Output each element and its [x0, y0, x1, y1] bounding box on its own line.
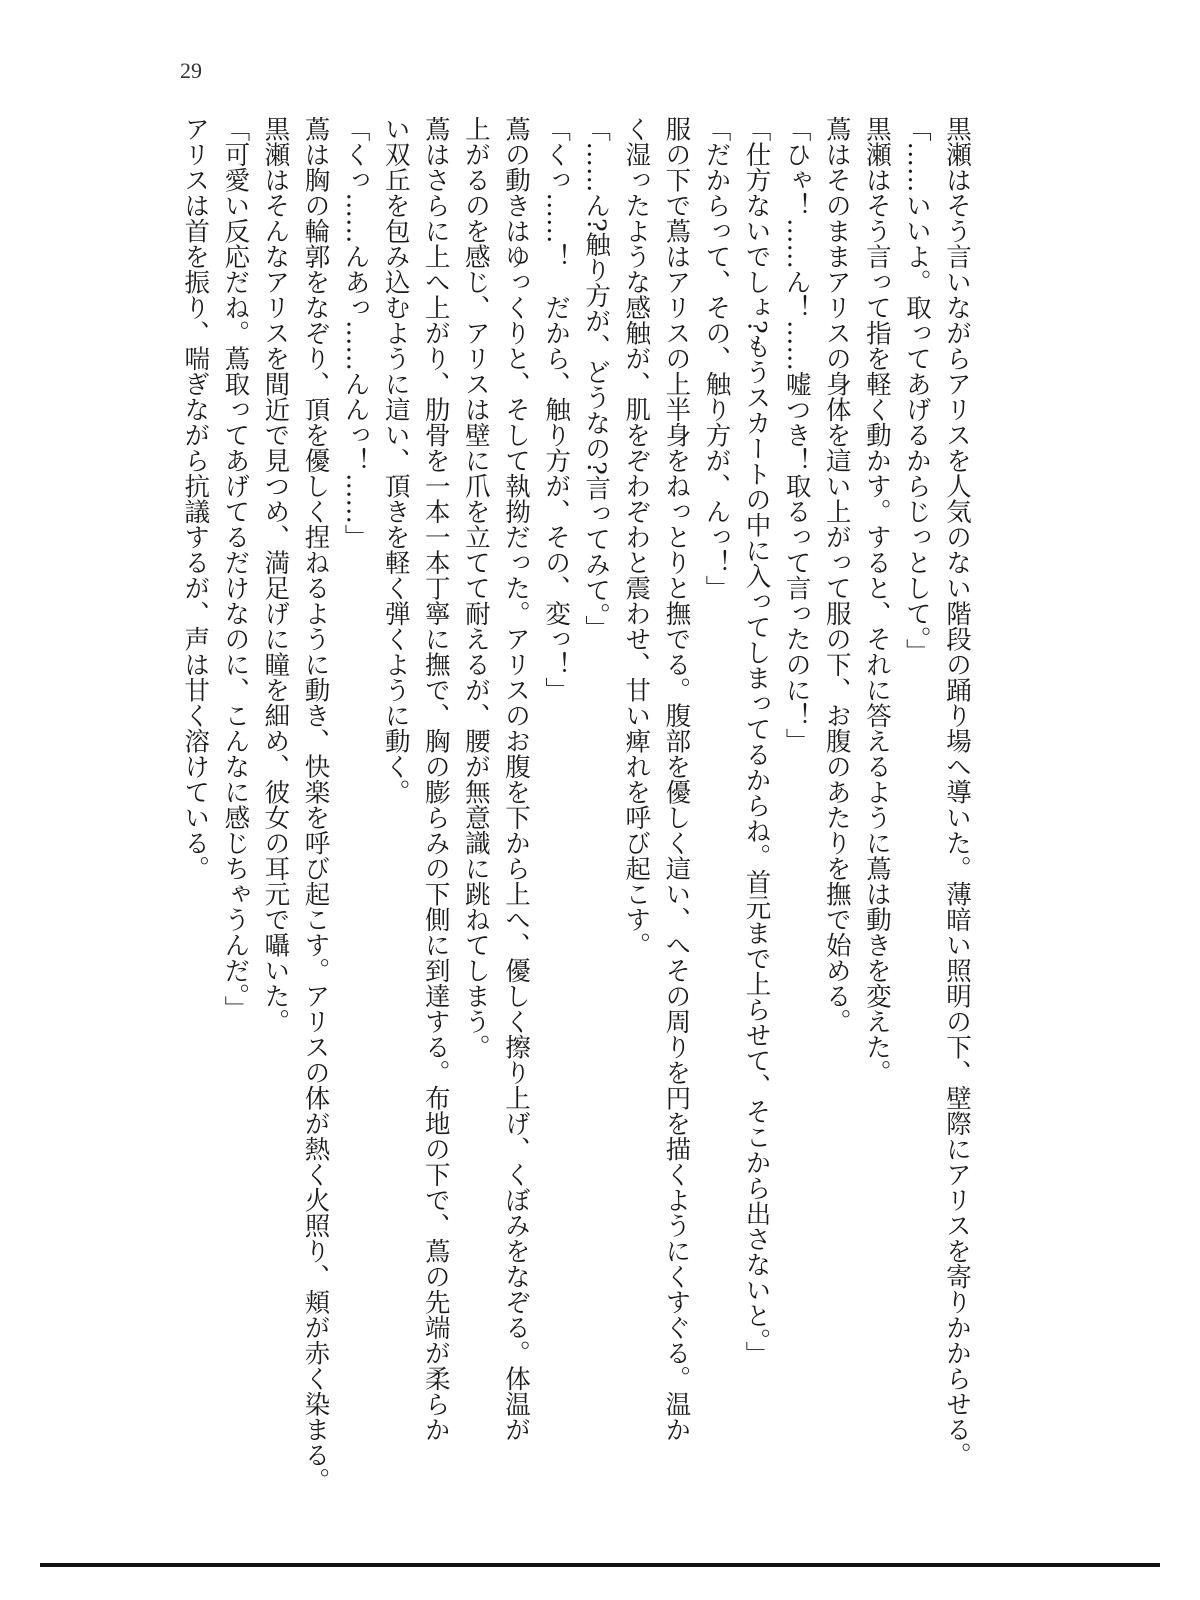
- bottom-rule: [40, 1563, 1160, 1567]
- text-line: 「くっ……んあっ……んんっ！……」: [340, 116, 371, 550]
- text-line: アリスは首を振り、喘ぎながら抗議するが、声は甘く溶けている。: [180, 116, 211, 881]
- text-line: く湿ったような感触が、肌をぞわぞわと震わせ、甘い痺れを呼び起こす。: [621, 116, 652, 958]
- page-number: 29: [180, 58, 202, 83]
- text-line: 蔦は胸の輪郭をなぞり、頂を優しく捏ねるように動き、快楽を呼び起こす。アリスの体が熱く火照り、頬が赤く染まる。: [300, 116, 331, 1493]
- text-line: 「くっ……！ だから、触り方が、その、変っ！」: [541, 116, 572, 703]
- body-text: [177, 116, 977, 1493]
- text-line: 蔦はそのままアリスの身体を這い上がって服の下、お腹のあたりを撫で始める。: [821, 116, 852, 1034]
- text-line: 「だからって、その、触り方が、んっ！」: [701, 116, 732, 601]
- text-line: 黒瀬はそんなアリスを間近で見つめ、満足げに瞳を細め、彼女の耳元で囁いた。: [260, 116, 291, 1034]
- text-line: 「ひゃ！……ん！……嘘つき！取るって言ったのに！」: [781, 116, 812, 754]
- text-line: 蔦はさらに上へ上がり、肋骨を一本一本丁寧に撫で、胸の膨らみの下側に到達する。布地の下で、蔦の先端が柔らか: [420, 116, 451, 1442]
- text-line: い双丘を包み込むように這い、頂きを軽く弾くように動く。: [380, 116, 411, 805]
- text-line: 蔦の動きはゆっくりと、そして執拗だった。アリスのお腹を下から上へ、優しく擦り上げ、くぼみをなぞる。体温が: [500, 116, 531, 1442]
- text-line: 黒瀬はそう言って指を軽く動かす。すると、それに答えるように蔦は動きを変えた。: [861, 116, 892, 1085]
- text-line: 黒瀬はそう言いながらアリスを人気のない階段の踊り場へ導いた。薄暗い照明の下、壁際にアリスを寄りかからせる。: [942, 116, 972, 1468]
- text-line: 「仕方ないでしょ?もうスカートの中に入ってしまってるからね。首元まで上らせて、そこから出さないと。」: [741, 116, 772, 1367]
- text-line: 「可愛い反応だね。蔦取ってあげてるだけなのに、こんなに感じちゃうんだ。」: [220, 116, 251, 1022]
- text-line: 「……ん?触り方が、どうなの?言ってみて。」: [581, 116, 612, 641]
- text-line: 上がるのを感じ、アリスは壁に爪を立てて耐えるが、腰が無意識に跳ねてしまう。: [460, 116, 491, 1060]
- text-line: 服の下で蔦はアリスの上半身をねっとりと撫でる。腹部を優しく這い、へその周りを円を描くようにくすぐる。温か: [661, 116, 692, 1442]
- text-line: 「……いいよ。取ってあげるからじっとして。」: [901, 116, 932, 665]
